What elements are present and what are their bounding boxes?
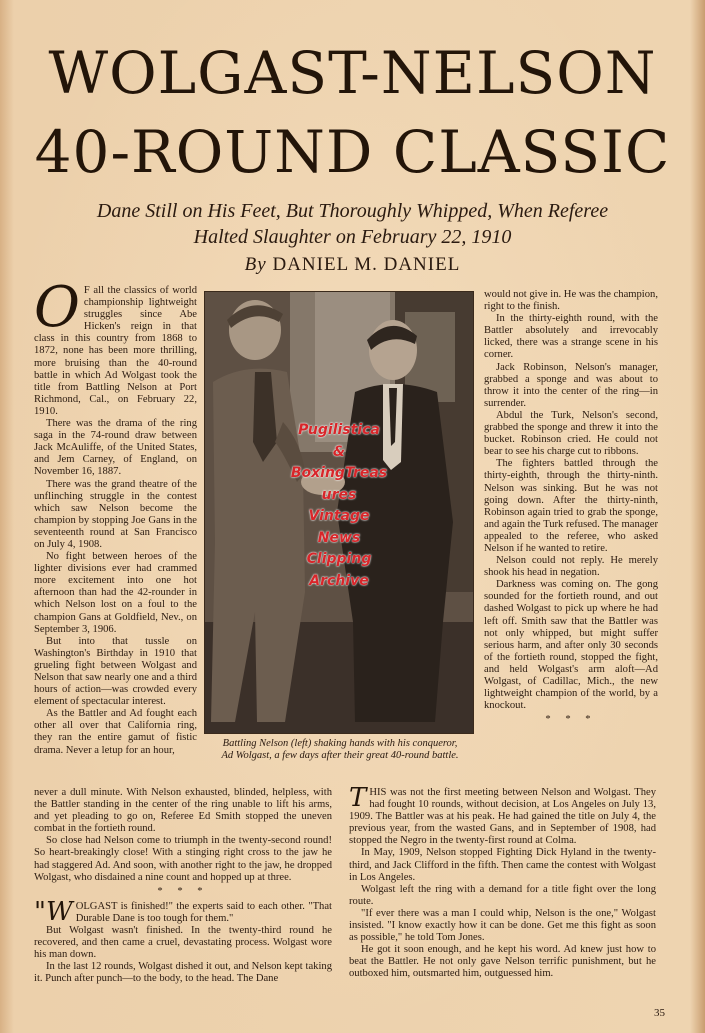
watermark-line: BoxingTreas	[290, 465, 388, 481]
drop-cap: "W	[34, 896, 73, 927]
subheadline	[40, 198, 665, 250]
paragraph: In the last 12 rounds, Wolgast dished it out, and Nelson kept taking it. Punch after punch—to the body, to the head. The Dane	[34, 961, 332, 985]
paragraph: never a dull minute. With Nelson exhausted, blinded, helpless, with the Battler standing in the center of the ring unable to lift his arms, and yet pleading to go on, Referee Ed Smith stopped the uneven combat in the fortieth round.	[34, 787, 332, 835]
paragraph: Darkness was coming on. The gong sounded for the fortieth round, and out dashed Wolgast to pick up where he had left off. Smith saw that the Battler was not only whipped, but might suffer serious harm, and after only 30 seconds of the fortieth round, stopped the fight, and held Wolgast's arm aloft—Ad Wolgast, of Cadillac, Mich., the new lightweight champion of the world, by a knockout.	[484, 579, 658, 712]
paragraph: Nelson could not reply. He merely shook his head in negation.	[484, 555, 658, 579]
headline-line-2: 40-ROUND CLASSIC	[34, 118, 671, 186]
drop-cap: O	[34, 275, 80, 340]
section-break: * * *	[157, 885, 209, 897]
subheadline-line-2: Halted Slaughter on February 22, 1910	[193, 226, 512, 248]
paragraph: There was the grand theatre of the unflinching struggle in the contest which saw Nelson become the champion by stopping Joe Gans in the seventeenth round at San Francisco on July 4, 1908.	[34, 478, 197, 550]
watermark-line: &	[332, 443, 346, 460]
paragraph: He got it soon enough, and he kept his word. Ad knew just how to beat the Battler. He not only gave Nelson terrific punishment, but he outboxed him, outsmarted him, outguessed him.	[349, 944, 656, 980]
headline-line-1: WOLGAST-NELSON	[48, 39, 657, 107]
drop-cap: T	[349, 783, 367, 813]
paragraph: The fighters battled through the thirty-eighth, through the thirty-ninth. Nelson was sinking. But he was not going down. After the thirty-ninth, Robinson again tried to grab the sponge, and again the Turk refused. The manager appealed to the referee, who asked Nelson if he wanted to retire.	[484, 458, 658, 554]
caption-line-1: Battling Nelson (left) shaking hands with his conqueror,	[222, 738, 458, 749]
byline-prefix: By	[244, 254, 267, 275]
section-break: * * *	[545, 714, 597, 726]
watermark-line: ures	[321, 486, 357, 503]
paragraph: F all the classics of world championship lightweight struggles since Abe Hicken's reign in that class in this country from 1868 to 1872, none has been more thrilling, more bruising than the 40-round battle in which Ad Wolgast took the title from Battling Nelson at Port Richmond, Cal., on February 22, 1910.	[34, 285, 197, 417]
page-number: 35	[654, 1007, 665, 1019]
article-column-bottom-right	[349, 783, 656, 981]
article-column-left	[34, 275, 197, 757]
paragraph: Jack Robinson, Nelson's manager, grabbed a sponge and was about to throw it into the center of the ring—in surrender.	[484, 361, 658, 409]
paragraph: No fight between heroes of the lighter divisions ever had crammed more excitement into one hot afternoon than had the 42-rounder in which Nelson lost on a foul to the champion Gans at Goldfield, Nev., on September 3, 1906.	[34, 551, 197, 635]
watermark	[205, 420, 473, 592]
paragraph: "If ever there was a man I could whip, Nelson is the one," Wolgast insisted. "I know exactly how it can be done. Get me this fight as soon as possible," he told Tom Jones.	[349, 907, 656, 944]
paragraph: So close had Nelson come to triumph in the twenty-second round! So heart-breakingly close! With a stinging right cross to the jaw he had staggered Ad. And soon, with another right to the jaw, he dropped Wolgast, who disdained a nine count and hopped up at three.	[34, 835, 332, 883]
article-photo	[204, 291, 474, 734]
paragraph: In the thirty-eighth round, with the Battler absolutely and irrevocably licked, there was a strange scene in his corner.	[484, 313, 658, 361]
subheadline-line-1: Dane Still on His Feet, But Thoroughly Whipped, When Referee	[96, 200, 609, 222]
watermark-line: Pugilistica	[298, 422, 380, 438]
paragraph: As the Battler and Ad fought each other all over that California ring, they ran the entire gamut of fistic drama. Never a letup for an hour,	[34, 708, 197, 756]
paragraph: But Wolgast wasn't finished. In the twenty-third round he recovered, and then came a cruel, devastating process. Wolgast wore his man down.	[34, 925, 332, 961]
article-column-bottom-left	[34, 787, 332, 986]
article-column-right	[484, 289, 658, 729]
paragraph: would not give in. He was the champion, right to the finish.	[484, 289, 658, 313]
paragraph: Abdul the Turk, Nelson's second, grabbed the sponge and threw it into the bucket. Robinson cried. He could not bear to see his charge cut to ribbons.	[484, 409, 658, 458]
byline-author: DANIEL M. DANIEL	[272, 254, 461, 275]
watermark-line: News	[317, 529, 361, 546]
byline	[40, 254, 665, 276]
paragraph: OLGAST is finished!" the experts said to each other. "That Durable Dane is too tough for them."	[75, 900, 332, 924]
watermark-line: Archive	[309, 572, 369, 589]
paragraph: HIS was not the first meeting between Nelson and Wolgast. They had fought 10 rounds, without decision, at Los Angeles on July 13, 1909. The Battler was at his peak. He had gained the title on July 4, the previous year, from the wasted Gans, and in September of 1908, had stopped the Negro in the twenty-first round at Colma.	[349, 787, 656, 847]
watermark-line: Vintage	[308, 508, 370, 524]
photo-caption	[200, 738, 480, 762]
watermark-line: Clipping	[306, 551, 372, 567]
paragraph: Wolgast left the ring with a demand for a title fight over the long route.	[349, 883, 656, 907]
paragraph: But into that tussle on Washington's Birthday in 1910 that grueling fight between Wolgast and Nelson that saw nearly one and a third hours of action—was crowded every element of spectacular interest.	[34, 635, 197, 708]
caption-line-2: Ad Wolgast, a few days after their great 40-round battle.	[221, 750, 459, 761]
paragraph: There was the drama of the ring saga in the 74-round draw between Jack McAuliffe, of the United States, and Jem Carney, of England, on November 16, 1887.	[34, 418, 197, 478]
paragraph: In May, 1909, Nelson stopped Fighting Dick Hyland in the twenty-third, and Jack Clifford in the fifth. Then came the contest with Wolgast in Los Angeles.	[349, 847, 656, 883]
